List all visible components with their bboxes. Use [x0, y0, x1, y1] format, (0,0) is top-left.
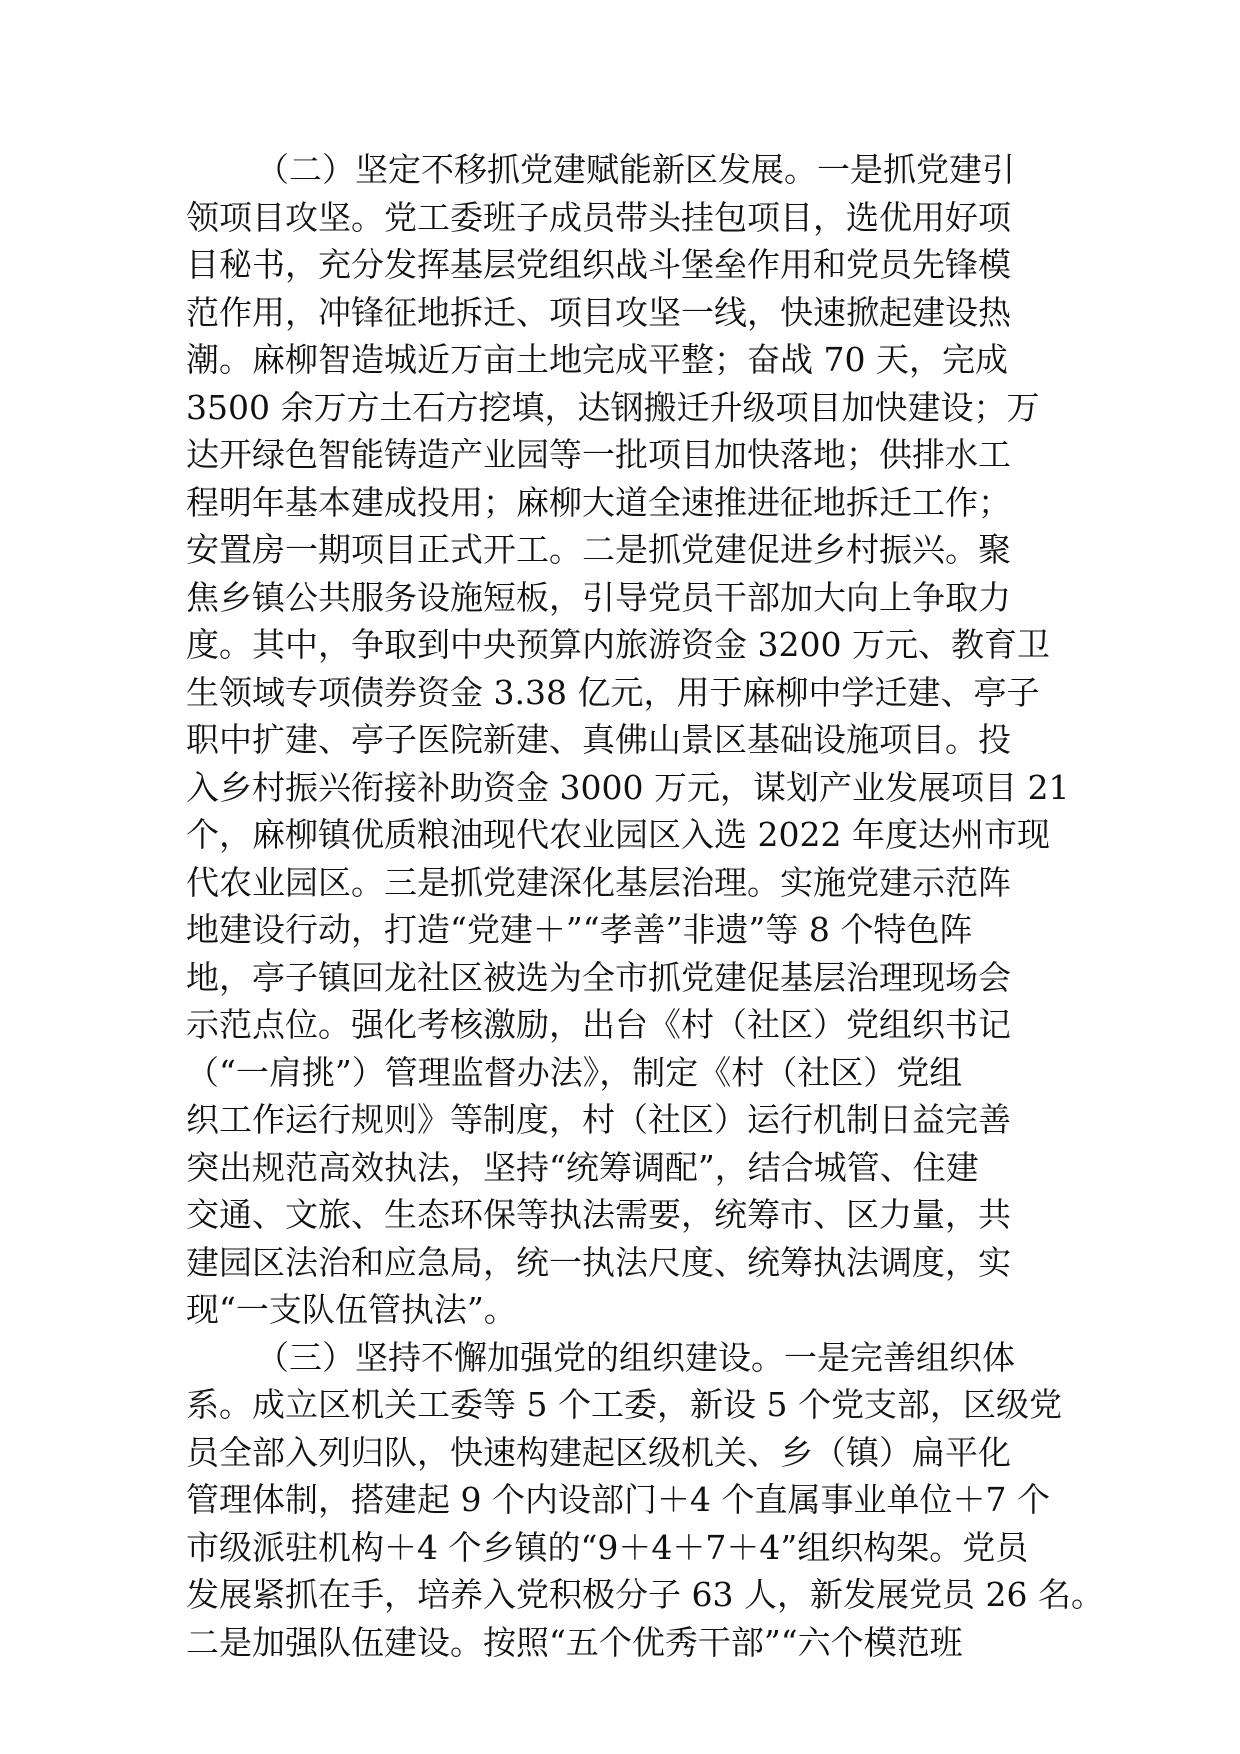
text-line: 度。其中，争取到中央预算内旅游资金 3200 万元、教育卫	[186, 625, 1050, 664]
text-line: 地建设行动，打造“党建＋”“孝善”非遗”等 8 个特色阵	[186, 910, 973, 949]
text-line: 系。成立区机关工委等 5 个工委，新设 5 个党支部，区级党	[186, 1385, 1062, 1424]
text-line: 个，麻柳镇优质粮油现代农业园区入选 2022 年度达州市现	[186, 815, 1050, 854]
text-line: （“一肩挑”）管理监督办法》，制定《村（社区）党组	[186, 1052, 963, 1092]
text-line: 织工作运行规则》等制度，村（社区）运行机制日益完善	[186, 1100, 1011, 1139]
text-line: 安置房一期项目正式开工。二是抓党建促进乡村振兴。聚	[186, 530, 1011, 569]
text-line: 发展紧抓在手，培养入党积极分子 63 人，新发展党员 26 名。	[186, 1575, 1104, 1614]
text-line: 焦乡镇公共服务设施短板，引导党员干部加大向上争取力	[186, 577, 1011, 617]
text-line: 职中扩建、亭子医院新建、真佛山景区基础设施项目。投	[186, 720, 1011, 759]
text-line: 入乡村振兴衔接补助资金 3000 万元，谋划产业发展项目 21	[186, 767, 1070, 807]
text-line: 管理体制，搭建起 9 个内设部门＋4 个直属事业单位＋7 个	[186, 1480, 1050, 1519]
text-line: 地，亭子镇回龙社区被选为全市抓党建促基层治理现场会	[186, 957, 1011, 997]
text-line: 生领域专项债券资金 3.38 亿元，用于麻柳中学迁建、亭子	[186, 672, 1040, 712]
text-line: 交通、文旅、生态环保等执法需要，统筹市、区力量，共	[186, 1195, 1011, 1234]
text-line: （二）坚定不移抓党建赋能新区发展。一是抓党建引	[256, 150, 1015, 189]
text-line: 领项目攻坚。党工委班子成员带头挂包项目，选优用好项	[186, 197, 1011, 237]
text-line: 潮。麻柳智造城近万亩土地完成平整；奋战 70 天，完成	[186, 340, 1008, 379]
text-line: 市级派驻机构＋4 个乡镇的“9＋4＋7＋4”组织构架。党员	[186, 1527, 1029, 1567]
text-line: 现“一支队伍管执法”。	[186, 1290, 517, 1329]
text-line: 达开绿色智能铸造产业园等一批项目加快落地；供排水工	[186, 435, 1011, 474]
text-line: 目秘书，充分发挥基层党组织战斗堡垒作用和党员先锋模	[186, 245, 1011, 284]
text-line: 二是加强队伍建设。按照“五个优秀干部”“六个模范班	[186, 1622, 963, 1662]
text-line: （三）坚持不懈加强党的组织建设。一是完善组织体	[256, 1337, 1015, 1377]
text-line: 3500 余万方土石方挖填，达钢搬迁升级项目加快建设；万	[186, 387, 1040, 427]
text-line: 建园区法治和应急局，统一执法尺度、统筹执法调度，实	[186, 1242, 1011, 1282]
text-line: 程明年基本建成投用；麻柳大道全速推进征地拆迁工作；	[186, 482, 1011, 522]
text-line: 示范点位。强化考核激励，出台《村（社区）党组织书记	[186, 1005, 1011, 1044]
document-body	[186, 146, 1104, 1666]
text-line: 代农业园区。三是抓党建深化基层治理。实施党建示范阵	[186, 862, 1011, 902]
text-line: 范作用，冲锋征地拆迁、项目攻坚一线，快速掀起建设热	[186, 292, 1011, 332]
text-line: 突出规范高效执法，坚持“统筹调配”，结合城管、住建	[186, 1147, 979, 1187]
text-line: 员全部入列归队，快速构建起区级机关、乡（镇）扁平化	[186, 1432, 1011, 1472]
